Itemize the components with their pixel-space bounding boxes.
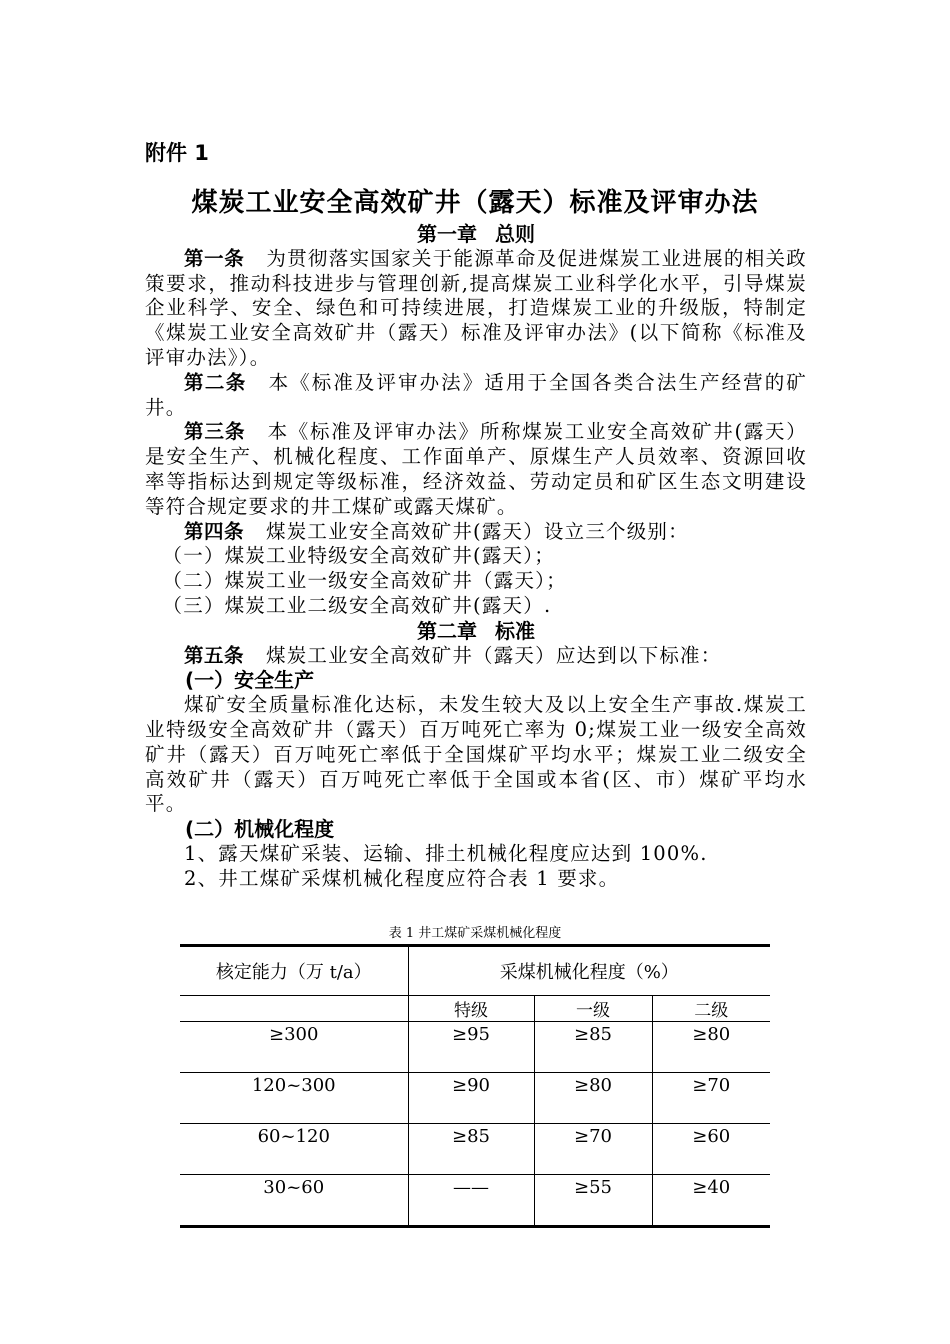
chapter-number: 第二章 — [417, 618, 477, 643]
header-level: 特级 — [408, 996, 534, 1022]
cell-capacity: 30~60 — [180, 1175, 408, 1227]
header-empty — [180, 996, 408, 1022]
article-text: 本《标准及评审办法》所称煤炭工业安全高效矿井(露天）是安全生产、机械化程度、工作面单产、原煤生产人员效率、资源回收率等指标达到规定等级标准，经济效益、劳动定员和矿区生态文明建设等符合规定要求的井工煤矿或露天煤矿。 — [145, 420, 807, 518]
article-4 — [145, 520, 807, 545]
header-level: 二级 — [652, 996, 770, 1022]
cell-special: ≥90 — [408, 1073, 534, 1124]
cell-first: ≥85 — [534, 1022, 652, 1073]
list-item: （二）煤炭工业一级安全高效矿井（露天）； — [162, 569, 567, 593]
article-3 — [145, 420, 807, 519]
table-row — [180, 1073, 770, 1124]
chapter-name: 总则 — [495, 222, 535, 246]
section-text-safety: 煤矿安全质量标准化达标，未发生较大及以上安全生产事故.煤炭工业特级安全高效矿井（露天）百万吨死亡率为 0;煤炭工业一级安全高效矿井（露天）百万吨死亡率低于全国煤矿平均水平；煤炭工业二级安全高效矿井（露天）百万吨死亡率低于全国或本省(区、市）煤矿平均水平。 — [145, 693, 807, 816]
article-text: 本《标准及评审办法》适用于全国各类合法生产经营的矿井。 — [145, 370, 807, 419]
cell-first: ≥80 — [534, 1073, 652, 1124]
chapter-number: 第一章 — [417, 222, 477, 246]
cell-second: ≥60 — [652, 1124, 770, 1175]
cell-special: —— — [408, 1175, 534, 1227]
table-row — [180, 1175, 770, 1227]
document-body — [145, 222, 807, 892]
cell-second: ≥70 — [652, 1073, 770, 1124]
section-heading-mechanization: (二）机械化程度 — [185, 817, 335, 842]
list-item: 2、井工煤矿采煤机械化程度应符合表 1 要求。 — [184, 866, 620, 890]
list-item: （三）煤炭工业二级安全高效矿井(露天）. — [162, 593, 552, 617]
article-lead: 第四条 — [184, 519, 245, 543]
chapter-heading-1 — [145, 222, 807, 247]
mechanization-table — [180, 944, 770, 1228]
cell-first: ≥70 — [534, 1124, 652, 1175]
article-2 — [145, 371, 807, 421]
cell-special: ≥85 — [408, 1124, 534, 1175]
article-lead: 第二条 — [184, 370, 247, 394]
article-text: 煤炭工业安全高效矿井（露天）应达到以下标准： — [266, 643, 722, 667]
header-capacity: 核定能力（万 t/a） — [180, 946, 408, 996]
article-text: 为贯彻落实国家关于能源革命及促进煤炭工业进展的相关政策要求，推动科技进步与管理创新,提高煤炭工业科学化水平，引导煤炭企业科学、安全、绿色和可持续进展，打造煤炭工业的升级版，特制定《煤炭工业安全高效矿井（露天）标准及评审办法》(以下简称《标准及评审办法》）。 — [145, 246, 807, 369]
document-title: 煤炭工业安全高效矿井（露天）标准及评审办法 — [191, 188, 759, 218]
section-heading-safety: (一）安全生产 — [185, 668, 315, 693]
article-text: 煤炭工业安全高效矿井(露天）设立三个级别： — [266, 519, 689, 543]
header-degree: 采煤机械化程度（%） — [408, 946, 770, 996]
cell-capacity: 60~120 — [180, 1124, 408, 1175]
cell-second: ≥40 — [652, 1175, 770, 1227]
article-1 — [145, 247, 807, 371]
attachment-label: 附件 1 — [145, 141, 209, 165]
cell-capacity: 120~300 — [180, 1073, 408, 1124]
table-caption: 表 1 井工煤矿采煤机械化程度 — [388, 926, 562, 941]
article-5 — [145, 644, 807, 669]
chapter-heading-2 — [145, 619, 807, 644]
list-item: 1、露天煤矿采装、运输、排土机械化程度应达到 100%. — [184, 841, 708, 865]
cell-first: ≥55 — [534, 1175, 652, 1227]
article-lead: 第五条 — [184, 643, 245, 667]
cell-second: ≥80 — [652, 1022, 770, 1073]
chapter-name: 标准 — [495, 618, 535, 643]
header-level: 一级 — [534, 996, 652, 1022]
article-lead: 第一条 — [184, 246, 245, 270]
table-row — [180, 1124, 770, 1175]
table-subheader-row — [180, 996, 770, 1022]
table-row — [180, 1022, 770, 1073]
table-header-row — [180, 946, 770, 996]
cell-special: ≥95 — [408, 1022, 534, 1073]
article-lead: 第三条 — [184, 420, 246, 444]
cell-capacity: ≥300 — [180, 1022, 408, 1073]
list-item: （一）煤炭工业特级安全高效矿井(露天）； — [162, 544, 555, 568]
